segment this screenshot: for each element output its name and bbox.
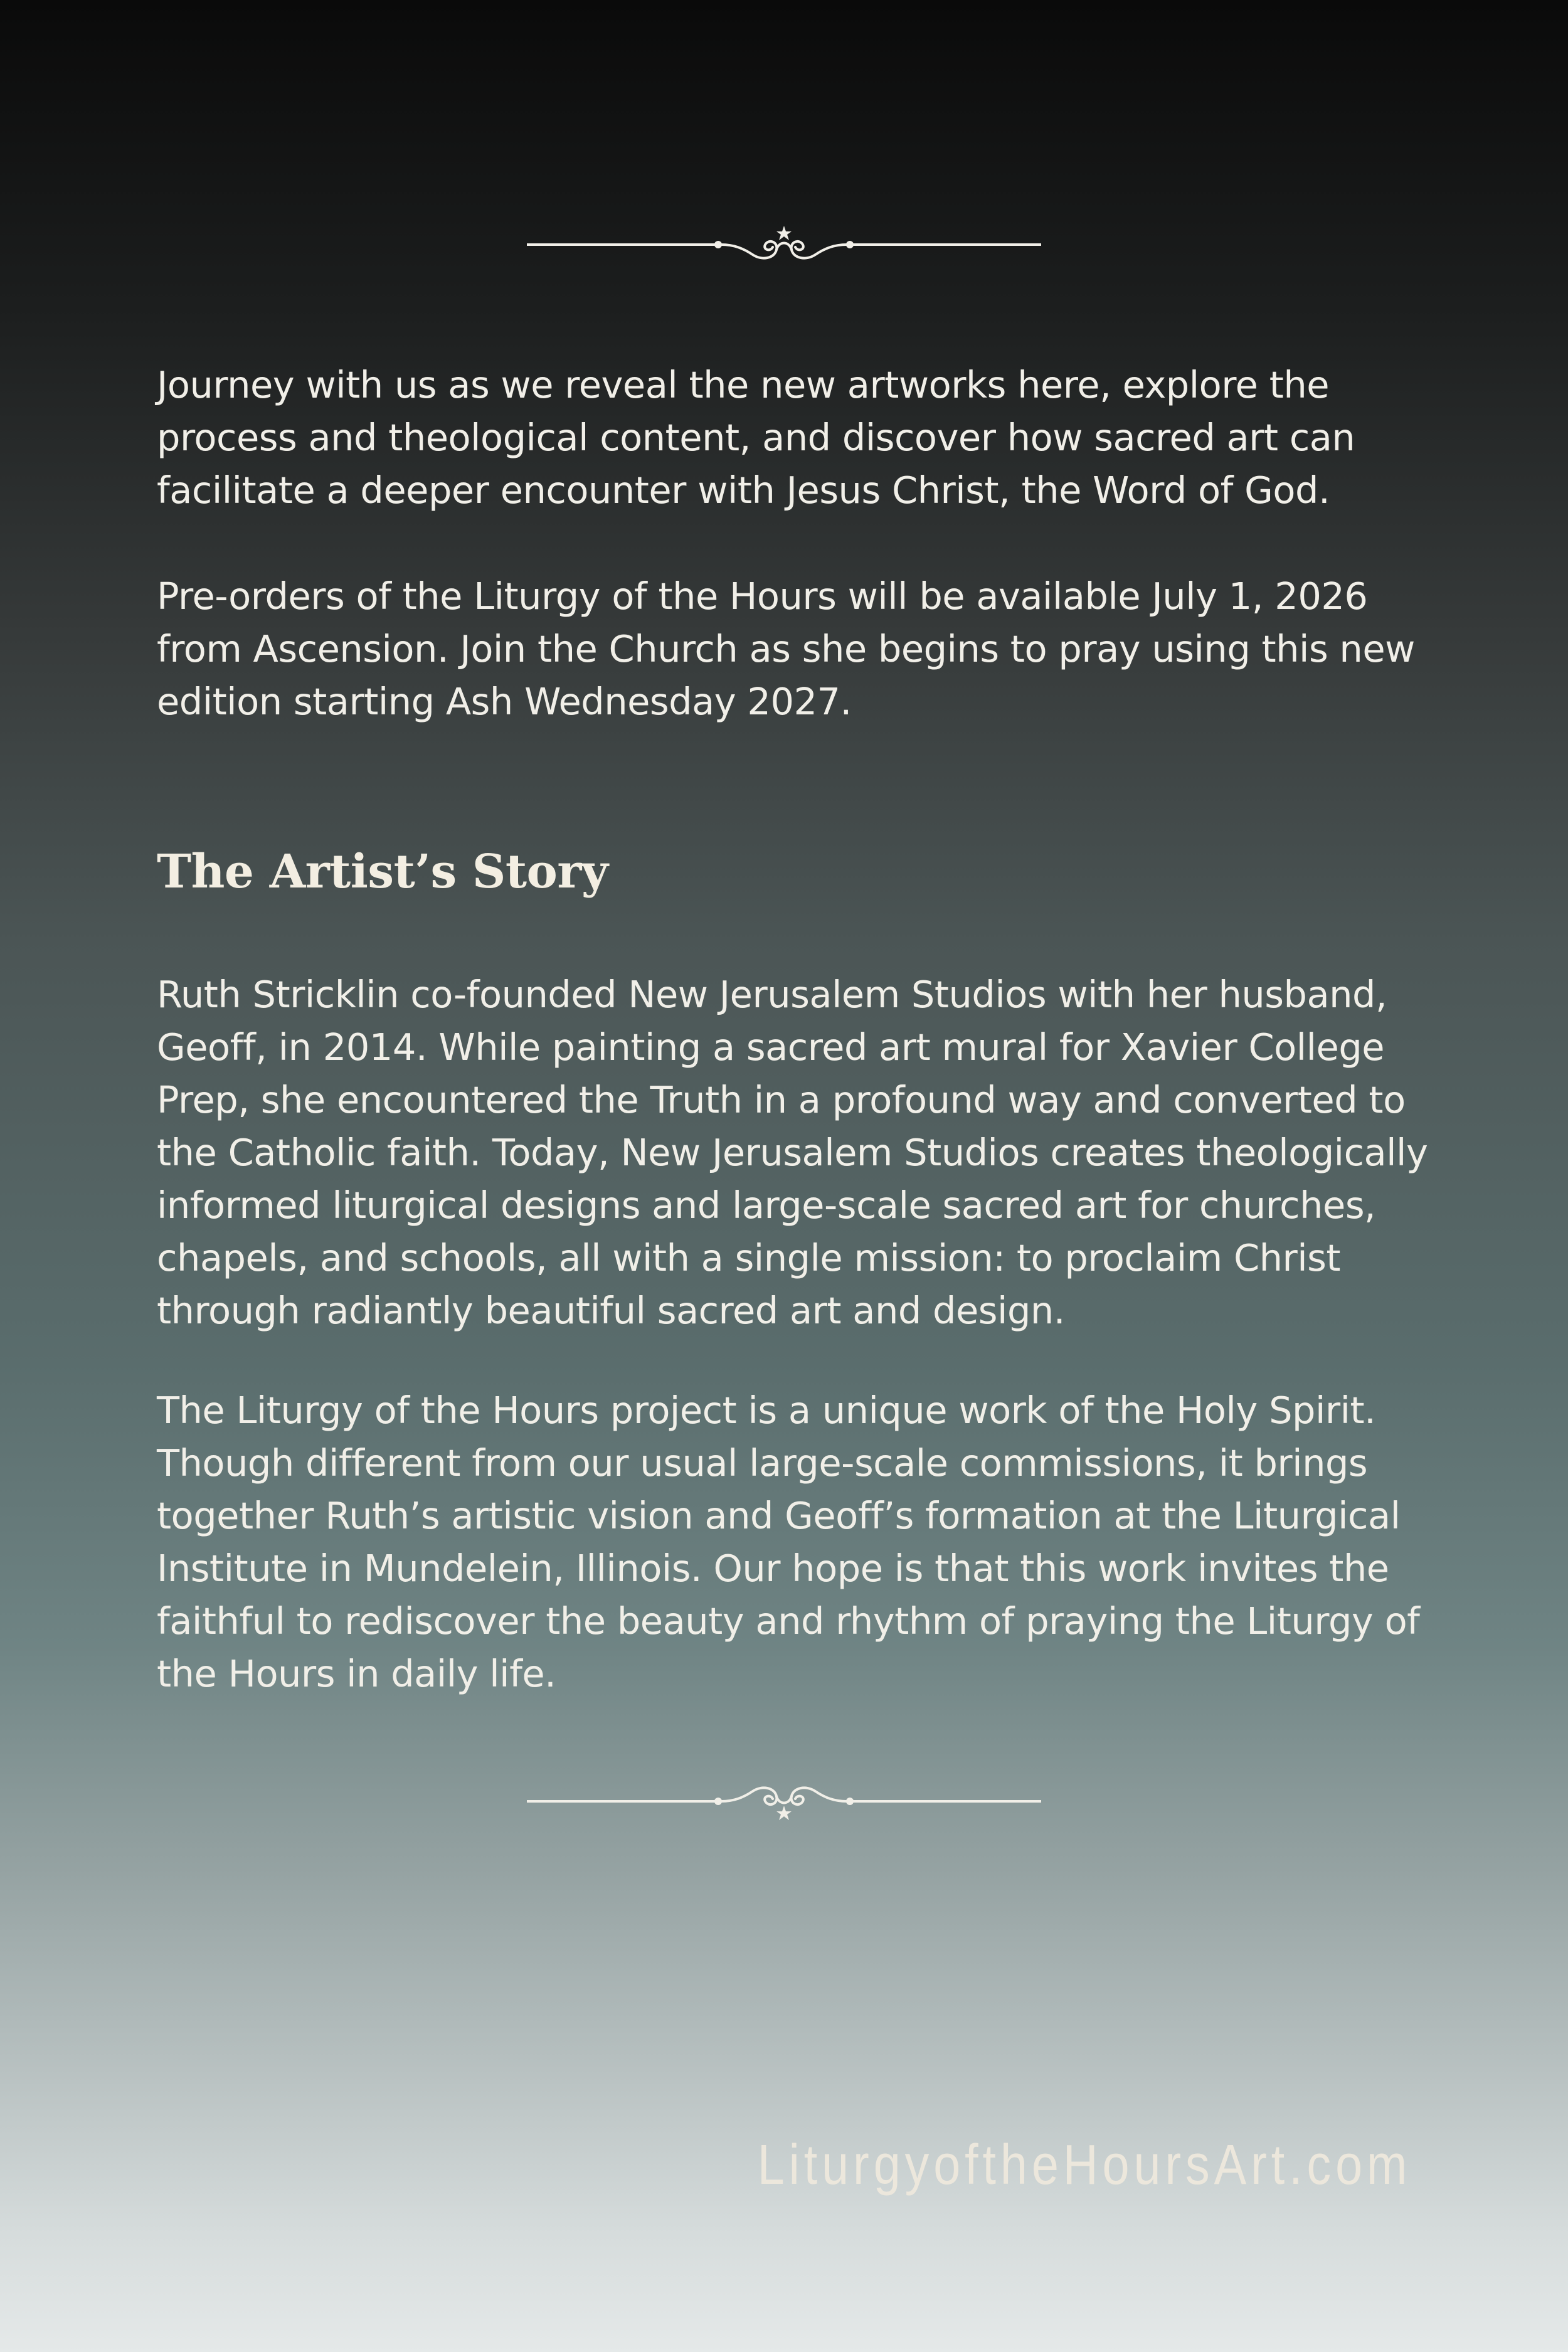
bottom-flourish-divider: [0, 1776, 1568, 1826]
artist-story-paragraph-2: The Liturgy of the Hours project is a unique work of the Holy Spirit. Though different from our usual large-scale commissions, it brings together Ruth’s artistic vision and Geoff’s formation at the Liturgical Institute in Mundelein, Illinois. Our hope is that this work invites the faithful to rediscover the beauty and rhythm of praying the Liturgy of the Hours in daily life.: [157, 1389, 1420, 1695]
flourish-divider-icon: [527, 1776, 1041, 1826]
top-flourish-divider: [0, 220, 1568, 270]
artist-story-heading: The Artist’s Story: [157, 845, 608, 899]
intro-paragraph-2: Pre-orders of the Liturgy of the Hours will be available July 1, 2026 from Ascension. Join the Church as she begins to pray using this new edition starting Ash Wednesday 2027.: [157, 575, 1415, 723]
website-link[interactable]: LiturgyoftheHoursArt.com: [757, 2134, 1411, 2196]
intro-paragraph-1: Journey with us as we reveal the new artworks here, explore the process and theological content, and discover how sacred art can facilitate a deeper encounter with Jesus Christ, the Word of God.: [157, 363, 1355, 512]
flourish-divider-icon: [527, 220, 1041, 270]
artist-story-paragraph-1: Ruth Stricklin co-founded New Jerusalem Studios with her husband, Geoff, in 2014. While painting a sacred art mural for Xavier College Prep, she encountered the Truth in a profound way and converted to the Catholic faith. Today, New Jerusalem Studios creates theologically informed liturgical designs and large-scale sacred art for churches, chapels, and schools, all with a single mission: to proclaim Christ through radiantly beautiful sacred art and design.: [157, 973, 1428, 1332]
